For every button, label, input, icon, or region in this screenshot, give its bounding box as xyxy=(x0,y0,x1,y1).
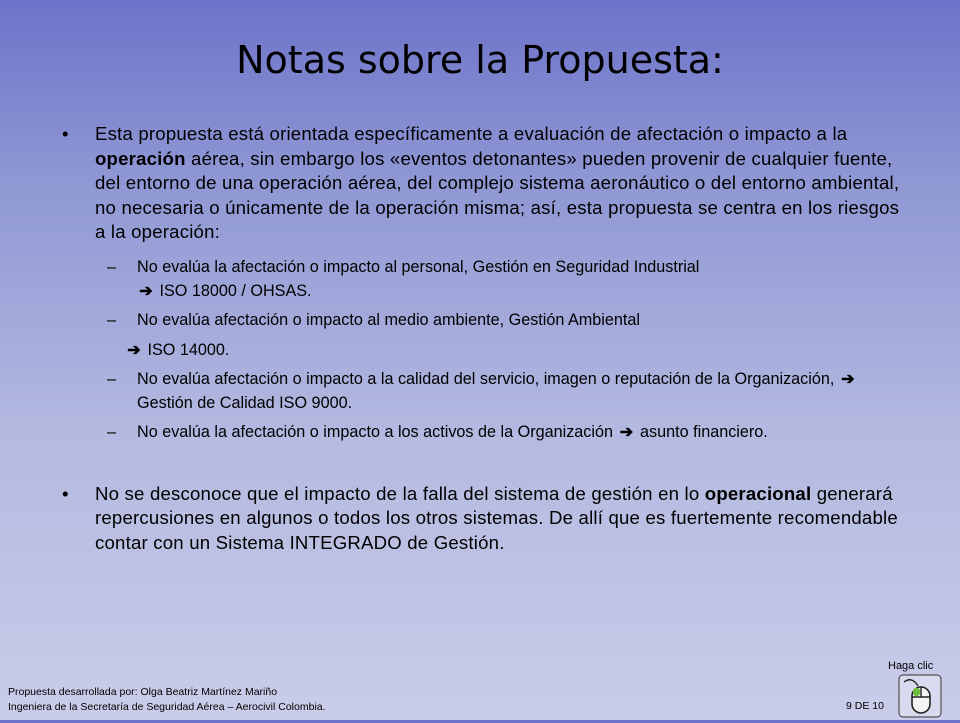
arrow-right-icon: ➔ xyxy=(139,281,153,300)
arrow-right-icon: ➔ xyxy=(619,422,634,441)
dash-marker: – xyxy=(107,257,117,276)
bullet-2-text-a: No se desconoce que el impacto de la falla del sistema de gestión en lo xyxy=(95,482,705,504)
page-number: 9 DE 10 xyxy=(846,700,884,712)
sub-1-after: ISO 18000 / OHSAS. xyxy=(155,281,312,300)
bullet-1-bold: operación xyxy=(95,147,186,169)
arrow-right-icon: ➔ xyxy=(127,340,141,359)
sub-3-after: Gestión de Calidad ISO 9000. xyxy=(137,393,353,412)
sub-item-3 xyxy=(107,367,902,415)
bullet-marker: • xyxy=(62,482,69,504)
slide-title: Notas sobre la Propuesta: xyxy=(236,38,724,82)
sub-4-text: No evalúa la afectación o impacto a los activos de la Organización xyxy=(137,422,618,441)
sub-2-after: ISO 14000. xyxy=(143,340,230,359)
arrow-right-icon: ➔ xyxy=(841,369,855,388)
bullet-1-text-a: Esta propuesta está orientada específicamente a evaluación de afectación o impacto a la xyxy=(95,123,848,144)
sub-1-text: No evalúa la afectación o impacto al personal, Gestión en Seguridad Industrial xyxy=(137,257,700,276)
dash-marker: – xyxy=(107,310,117,329)
bullet-item-1 xyxy=(62,122,902,245)
mouse-click-icon[interactable] xyxy=(898,674,942,718)
sub-4-after: asunto financiero. xyxy=(635,422,768,441)
sub-item-2-continued xyxy=(127,338,902,362)
footer-author: Propuesta desarrollada por: Olga Beatriz Martínez Mariño xyxy=(8,686,278,698)
sub-2-text: No evalúa afectación o impacto al medio ambiente, Gestión Ambiental xyxy=(137,310,640,329)
click-hint-label: Haga clic xyxy=(888,660,934,672)
dash-marker: – xyxy=(107,369,117,388)
bullet-marker: • xyxy=(62,123,69,144)
footer-affiliation: Ingeniera de la Secretaría de Seguridad Aérea – Aerocivil Colombia. xyxy=(8,701,326,713)
footer-credits xyxy=(8,685,326,715)
bullet-2-bold: operacional xyxy=(704,482,812,504)
dash-marker: – xyxy=(107,422,117,441)
sub-item-4 xyxy=(107,420,902,444)
sub-item-2 xyxy=(107,308,902,332)
sub-item-1 xyxy=(107,255,902,303)
bullet-1-text-b: aérea, sin embargo los «eventos detonantes» pueden provenir de cualquier fuente, del entorno de una operación aérea, del complejo sistema aeronáutico o del entorno ambiental, no necesaria o únicamente de la operación misma; así, esta propuesta se centra en los riesgos a la operación: xyxy=(95,147,900,242)
bullet-2-text-b: generará repercusiones en algunos o todos los otros sistemas. De allí que es fuertemente recomendable contar con un Sistema INTEGRADO de Gestión. xyxy=(95,482,898,553)
slide-content xyxy=(62,122,902,555)
sub-3-text: No evalúa afectación o impacto a la calidad del servicio, imagen o reputación de la Organización, xyxy=(137,369,839,388)
bullet-item-2 xyxy=(62,482,902,556)
